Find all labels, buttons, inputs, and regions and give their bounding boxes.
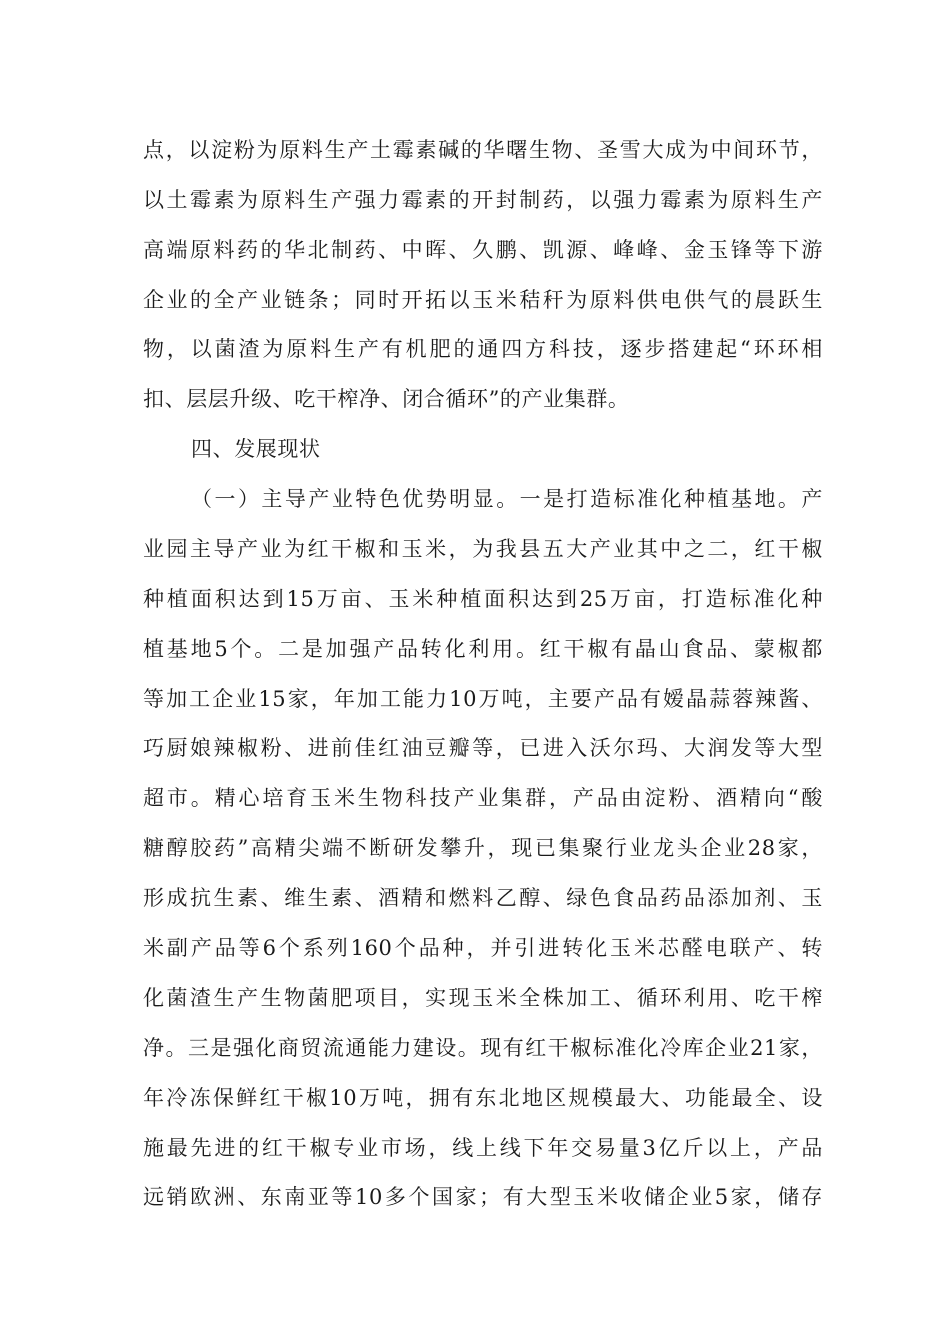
paragraph-line: 企业的全产业链条；同时开拓以玉米秸秆为原料供电供气的晨跃生 [143,288,823,312]
paragraph-line: 施最先进的红干椒专业市场，线上线下年交易量3亿斤以上，产品 [143,1136,823,1160]
paragraph-line: 以土霉素为原料生产强力霉素的开封制药，以强力霉素为原料生产 [143,188,823,212]
paragraph-line: 超市。精心培育玉米生物科技产业集群，产品由淀粉、酒精向“酸 [143,786,823,810]
paragraph-line: 净。三是强化商贸流通能力建设。现有红干椒标准化冷库企业21家， [143,1036,823,1060]
paragraph-line: 形成抗生素、维生素、酒精和燃料乙醇、绿色食品药品添加剂、玉 [143,886,823,910]
subsection-heading-line: （一）主导产业特色优势明显。一是打造标准化种植基地。产 [191,487,823,511]
section-heading: 四、发展现状 [191,437,321,461]
paragraph-line: 远销欧洲、东南亚等10多个国家；有大型玉米收储企业5家，储存 [143,1185,823,1209]
paragraph-line: 化菌渣生产生物菌肥项目，实现玉米全株加工、循环利用、吃干榨 [143,986,823,1010]
paragraph-line: 扣、层层升级、吃干榨净、闭合循环”的产业集群。 [143,387,630,411]
paragraph-line: 巧厨娘辣椒粉、进前佳红油豆瓣等，已进入沃尔玛、大润发等大型 [143,736,823,760]
paragraph-line: 高端原料药的华北制药、中晖、久鹏、凯源、峰峰、金玉锋等下游 [143,238,823,262]
paragraph-line: 点，以淀粉为原料生产土霉素碱的华曙生物、圣雪大成为中间环节， [143,138,823,162]
paragraph-line: 米副产品等6个系列160个品种，并引进转化玉米芯醛电联产、转 [143,936,823,960]
paragraph-line: 糖醇胶药”高精尖端不断研发攀升，现已集聚行业龙头企业28家， [143,836,823,860]
paragraph-line: 种植面积达到15万亩、玉米种植面积达到25万亩，打造标准化种 [143,587,823,611]
paragraph-line: 年冷冻保鲜红干椒10万吨，拥有东北地区规模最大、功能最全、设 [143,1086,823,1110]
paragraph-line: 物，以菌渣为原料生产有机肥的通四方科技，逐步搭建起“环环相 [143,337,823,361]
paragraph-line: 植基地5个。二是加强产品转化利用。红干椒有晶山食品、蒙椒都 [143,637,823,661]
paragraph-line: 等加工企业15家，年加工能力10万吨，主要产品有嫒晶蒜蓉辣酱、 [143,687,823,711]
paragraph-line: 业园主导产业为红干椒和玉米，为我县五大产业其中之二，红干椒 [143,537,823,561]
